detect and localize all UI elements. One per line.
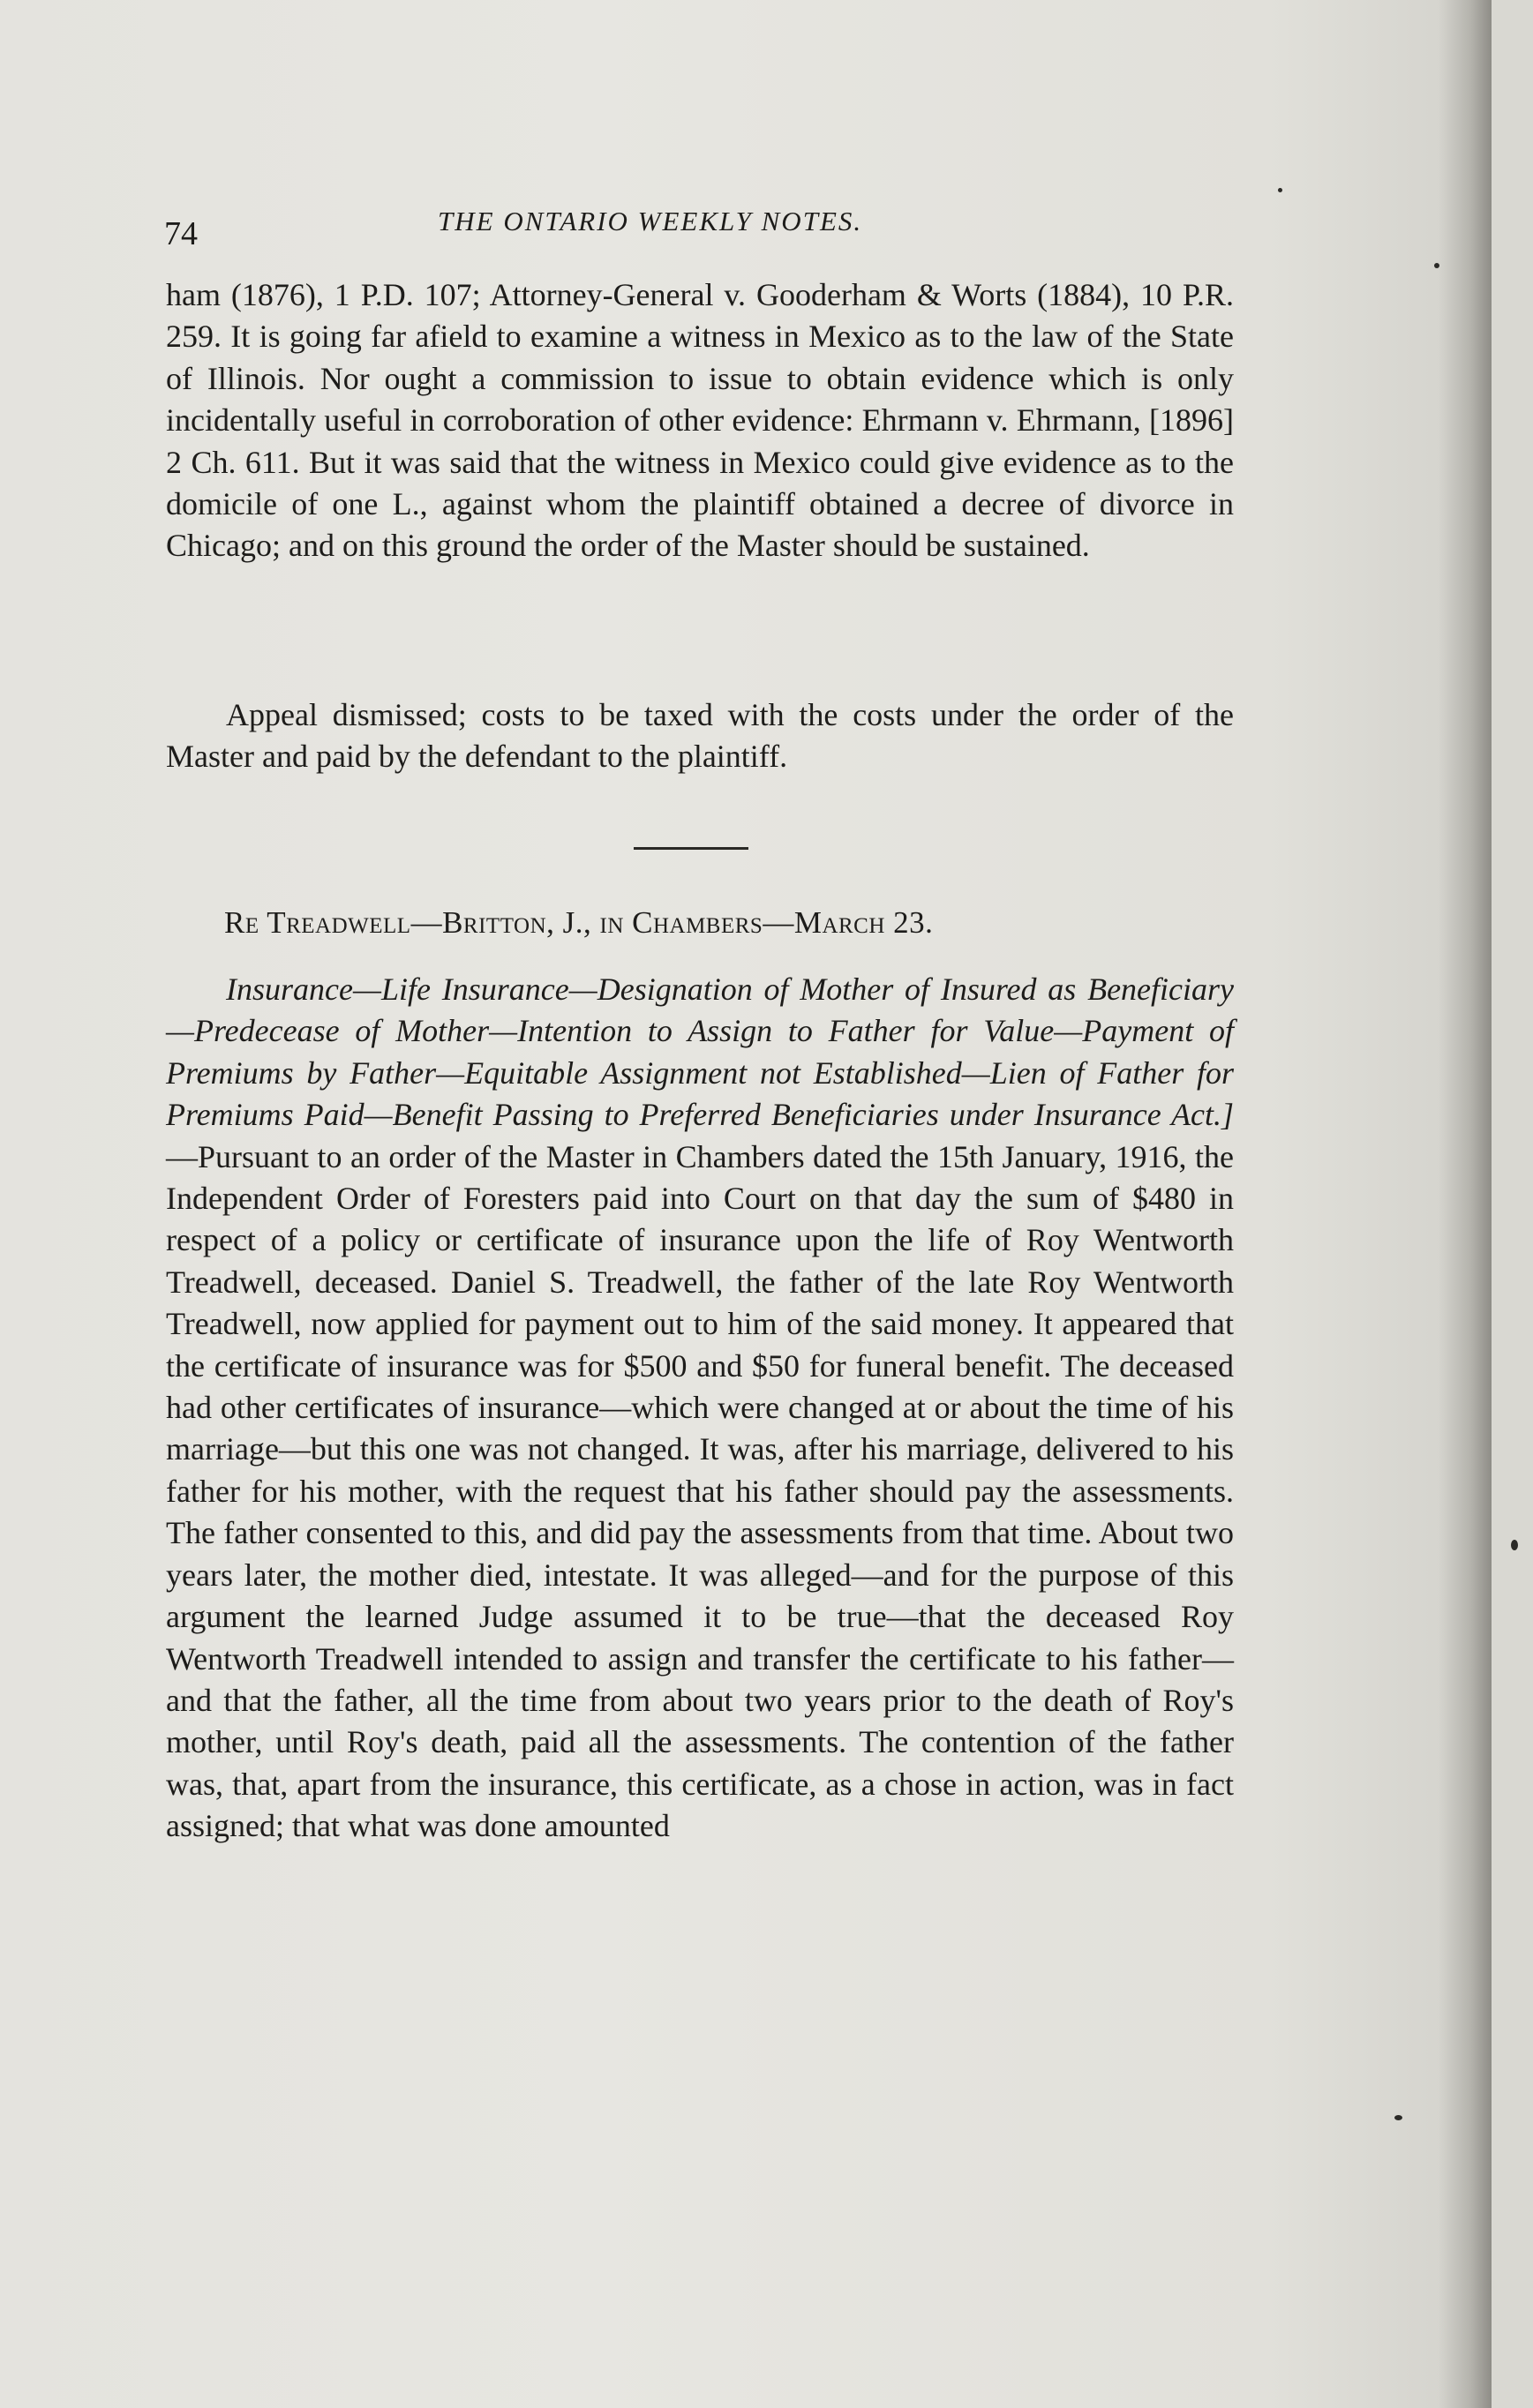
paper-speck — [1278, 188, 1282, 192]
paper-speck — [1511, 1540, 1518, 1550]
page-header — [164, 199, 1232, 251]
page-edge-shadow — [1439, 0, 1492, 2408]
paragraph-text: ham (1876), 1 P.D. 107; Attorney-General v. Gooderham & Worts (1884), 10 P.R. 259. It is going far afield to examine a witness in Mexico as to the law of the State of Illinois. Nor ought a commission to issue to obtain evidence which is only incidentally useful in corroboration of other evidence: Ehrmann v. Ehrmann, [1896] 2 Ch. 611. But it was said that the witness in Mexico could give evidence as to the domicile of one L., against whom the plaintiff obtained a decree of divorce in Chicago; and on this ground the order of the Master should be sustained. — [166, 277, 1234, 564]
running-head: THE ONTARIO WEEKLY NOTES. — [438, 206, 863, 236]
page-number: 74 — [164, 215, 198, 252]
case-body-text: —Pursuant to an order of the Master in Chambers dated the 15th January, 1916, the Independent Order of Foresters paid into Court on that day the sum of $480 in respect of a policy or certificate of insurance upon the life of Roy Wentworth Treadwell, deceased. Daniel S. Treadwell, the father of the late Roy Wentworth Treadwell, now applied for payment out to him of the said money. It appeared that the certificate of insurance was for $500 and $50 for funeral benefit. The deceased had other certificates of insurance—which were changed at or about the time of his marriage—but this one was not changed. It was, after his marriage, delivered to his father for his mother, with the request that his father should pay the assessments. The father consented to this, and did pay the assessments from that time. About two years later, the mother died, intestate. It was alleged—and for the purpose of this argument the learned Judge assumed it to be true—that the deceased Roy Wentworth Treadwell intended to assign and transfer the certificate to his father—and that the father, all the time from about two years prior to the death of Roy's mother, until Roy's death, paid all the assessments. The contention of the father was, that, apart from the insurance, this certificate, as a chose in action, was in fact assigned; that what was done amounted — [166, 1138, 1234, 1844]
case-paragraph — [166, 969, 1234, 1848]
paragraph-continuation — [166, 274, 1234, 567]
case-headnote: Insurance—Life Insurance—Designation of Mother of Insured as Beneficiary—Predecease of Mother—Intention to Assign to Father for Value—Payment of Premiums by Father—Equitable Assignment not Established—Lien of Father for Premiums Paid—Benefit Passing to Preferred Beneficiaries under Insurance Act.] — [166, 971, 1234, 1133]
case-heading: Re Treadwell—Britton, J., in Chambers—March 23. — [224, 905, 934, 940]
section-divider — [634, 847, 748, 850]
paper-speck — [1434, 263, 1439, 268]
paragraph-disposition — [166, 694, 1234, 778]
paragraph-text: Appeal dismissed; costs to be taxed with the costs under the order of the Master and paid by the defendant to the plaintiff. — [166, 697, 1234, 775]
paper-speck — [1394, 2115, 1402, 2120]
case-report — [166, 969, 1234, 1848]
